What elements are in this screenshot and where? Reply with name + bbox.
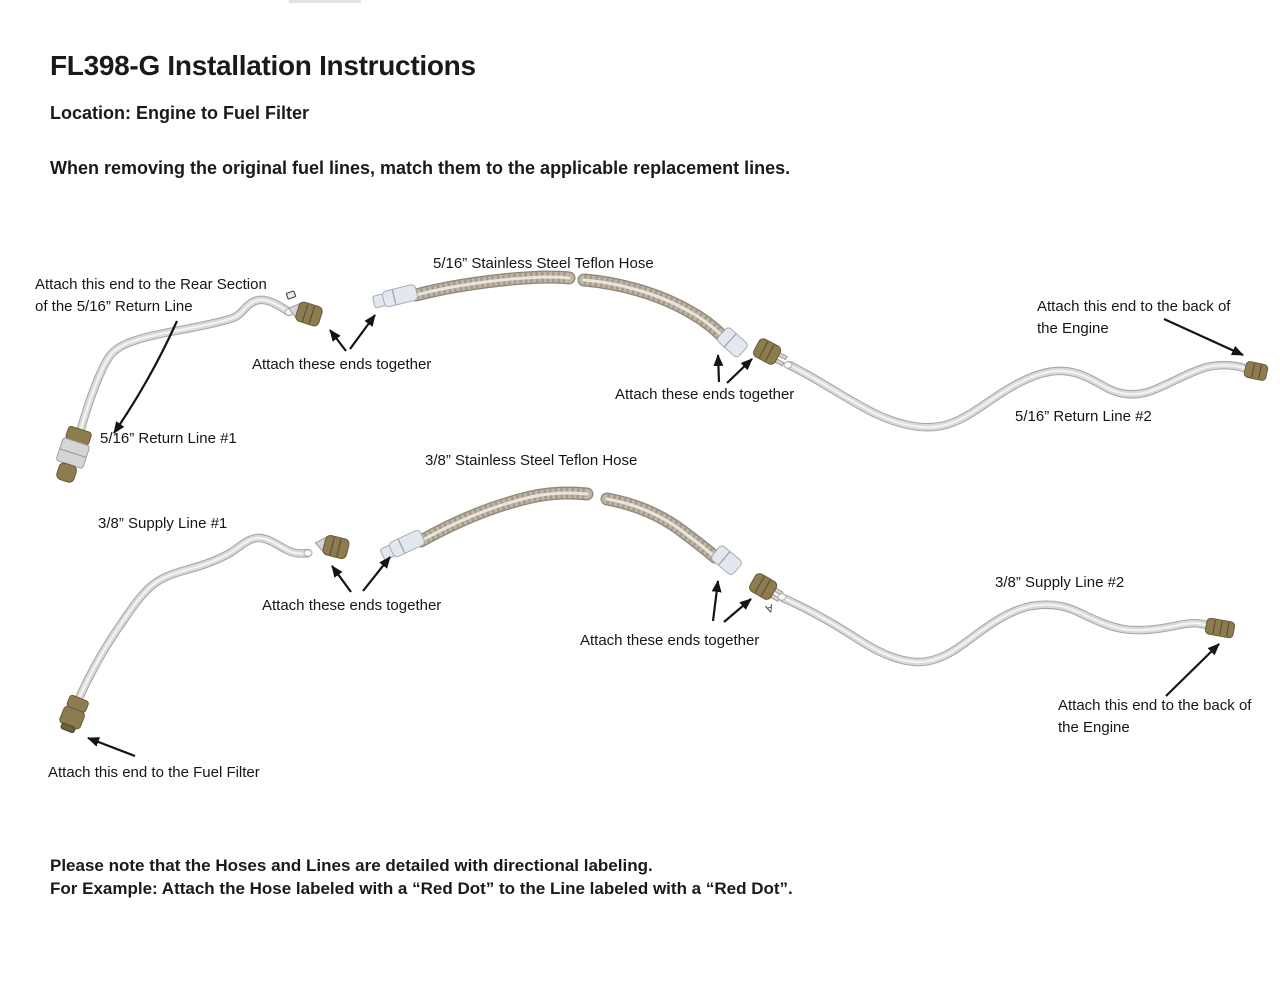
- arrow-attach-1-right: [350, 315, 375, 349]
- arrow-to-fuel-filter: [88, 738, 135, 756]
- supply-line-2-label: 3/8” Supply Line #2: [995, 574, 1125, 591]
- footer-note-line1: Please note that the Hoses and Lines are detailed with directional labeling.: [50, 856, 653, 875]
- teflon-hose-3-8: [421, 493, 715, 557]
- engine-annotation-top-line1: Attach this end to the back of: [1037, 298, 1231, 315]
- hose-3-8-left-fitting: [379, 529, 426, 562]
- return-line-1-end-fitting: [51, 425, 94, 485]
- tube-nut-return: [286, 298, 324, 327]
- arrow-attach-1-left: [330, 330, 346, 351]
- attach-ends-label-4: Attach these ends together: [580, 632, 760, 649]
- engine-annotation-bottom-line1: Attach this end to the back of: [1058, 697, 1252, 714]
- supply-line-1-end-fitting: [57, 694, 91, 735]
- attach-ends-label-1: Attach these ends together: [252, 356, 432, 373]
- arrow-attach-2-left: [718, 355, 719, 382]
- fuel-filter-annotation: Attach this end to the Fuel Filter: [48, 764, 260, 781]
- attach-ends-label-3: Attach these ends together: [262, 597, 442, 614]
- engine-annotation-top: [1037, 296, 1230, 340]
- arrow-attach-3-left: [332, 566, 351, 592]
- arrow-attach-4-left: [713, 581, 718, 621]
- hose-5-16-left-fitting: [372, 284, 419, 310]
- attach-ends-label-2: Attach these ends together: [615, 386, 795, 403]
- arrow-attach-3-right: [363, 557, 390, 591]
- engine-annotation-bottom: [1058, 695, 1251, 739]
- tube-nut-supply: [313, 532, 350, 559]
- hose-3-8-label: 3/8” Stainless Steel Teflon Hose: [425, 452, 638, 469]
- hose-5-16-label: 5/16” Stainless Steel Teflon Hose: [433, 255, 654, 272]
- return-line-2-end-fitting: [1244, 361, 1269, 381]
- arrow-attach-2-right: [727, 359, 752, 383]
- arrow-to-engine-bottom: [1166, 644, 1219, 696]
- arrow-attach-4-right: [724, 599, 751, 622]
- page-title: FL398-G Installation Instructions: [50, 50, 476, 81]
- teflon-hose-5-16: [416, 277, 728, 342]
- supply-line-2-end-fitting: [1205, 618, 1235, 639]
- engine-annotation-bottom-line2: the Engine: [1058, 719, 1130, 736]
- intro-line: When removing the original fuel lines, match them to the applicable replacement lines.: [50, 158, 791, 178]
- supply-line-1-label: 3/8” Supply Line #1: [98, 515, 228, 532]
- rear-section-annotation-line2: of the 5/16” Return Line: [35, 298, 193, 315]
- supply-line-2-tube: [778, 594, 1209, 662]
- return-line-2-label: 5/16” Return Line #2: [1015, 408, 1152, 425]
- rear-section-annotation-line1: Attach this end to the Rear Section: [35, 276, 267, 293]
- location-line: Location: Engine to Fuel Filter: [50, 103, 309, 123]
- rear-section-annotation: [35, 274, 267, 318]
- directional-mark-a: A: [764, 601, 775, 615]
- directional-mark-small: [286, 291, 296, 299]
- return-line-1-label: 5/16” Return Line #1: [100, 430, 237, 447]
- footer-note-line2: For Example: Attach the Hose labeled with a “Red Dot” to the Line labeled with a “Red Dot”.: [50, 879, 793, 898]
- engine-annotation-top-line2: the Engine: [1037, 320, 1109, 337]
